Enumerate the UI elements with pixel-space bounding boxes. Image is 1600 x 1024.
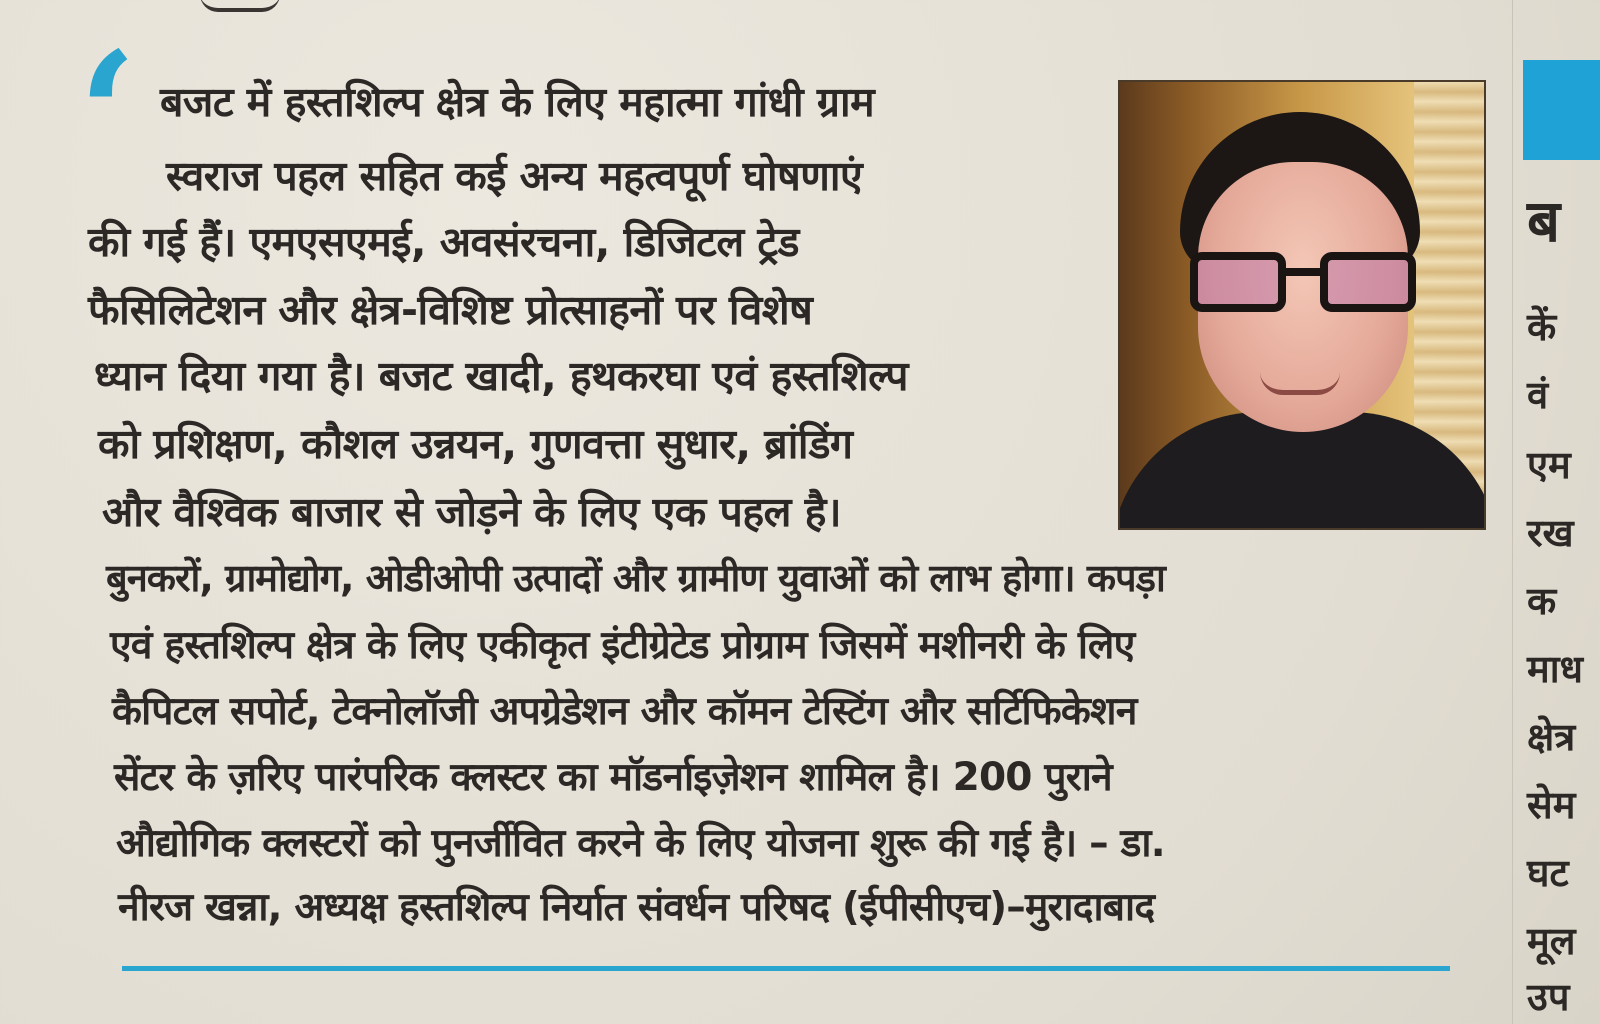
article-line: की गई हैं। एमएसएमई, अवसंरचना, डिजिटल ट्रेड: [88, 218, 799, 266]
adjacent-column-line: माध: [1527, 647, 1583, 691]
article-line: औद्योगिक क्लस्टरों को पुनर्जीवित करने के लिए योजना शुरू की गई है। – डा.: [116, 821, 1165, 866]
adjacent-column-line: उप: [1527, 975, 1570, 1019]
article-line: एवं हस्तशिल्प क्षेत्र के लिए एकीकृत इंटीग्रेटेड प्रोग्राम जिसमें मशीनरी के लिए: [110, 623, 1135, 668]
adjacent-column-line: सेम: [1527, 783, 1576, 827]
adjacent-column-line: क्षेत्र: [1527, 715, 1576, 759]
article-line: फैसिलिटेशन और क्षेत्र-विशिष्ट प्रोत्साहनों पर विशेष: [88, 286, 813, 334]
article-line: बुनकरों, ग्रामोद्योग, ओडीओपी उत्पादों और ग्रामीण युवाओं को लाभ होगा। कपड़ा: [106, 556, 1165, 600]
opening-quote-mark: ‘: [78, 15, 138, 215]
adjacent-column-line: मूल: [1527, 919, 1576, 963]
adjacent-column-blue-box: [1523, 60, 1600, 160]
article-line: सेंटर के ज़रिए पारंपरिक क्लस्टर का मॉडर्नाइज़ेशन शामिल है। 200 पुराने: [114, 755, 1112, 800]
photo-glasses-bridge: [1286, 268, 1320, 276]
adjacent-column-line: क: [1527, 579, 1557, 623]
adjacent-column-line: घट: [1527, 851, 1569, 895]
photo-mouth: [1260, 372, 1340, 395]
adjacent-column-line: वं: [1527, 373, 1549, 417]
adjacent-column-line: रख: [1527, 511, 1574, 555]
bottom-divider-rule: [122, 966, 1450, 971]
adjacent-column-line: कें: [1527, 305, 1557, 349]
article-line: और वैश्विक बाजार से जोड़ने के लिए एक पहल है।: [102, 488, 841, 536]
article-line: को प्रशिक्षण, कौशल उन्नयन, गुणवत्ता सुधार, ब्रांडिंग: [98, 420, 853, 468]
adjacent-column-heading: ब: [1527, 187, 1561, 255]
portrait-photo: [1118, 80, 1486, 530]
photo-left-lens: [1190, 252, 1286, 312]
article-line: ध्यान दिया गया है। बजट खादी, हथकरघा एवं हस्तशिल्प: [94, 352, 908, 400]
article-line: बजट में हस्तशिल्प क्षेत्र के लिए महात्मा गांधी ग्राम: [160, 78, 875, 126]
article-line: स्वराज पहल सहित कई अन्य महत्वपूर्ण घोषणाएं: [166, 152, 863, 200]
article-line: कैपिटल सपोर्ट, टेक्नोलॉजी अपग्रेडेशन और कॉमन टेस्टिंग और सर्टिफिकेशन: [112, 689, 1137, 734]
adjacent-column-line: एम: [1527, 443, 1571, 487]
photo-right-lens: [1320, 252, 1416, 312]
article-line: नीरज खन्ना, अध्यक्ष हस्तशिल्प निर्यात संवर्धन परिषद (ईपीसीएच)–मुरादाबाद: [118, 885, 1155, 930]
photo-glasses: [1190, 252, 1416, 314]
adjacent-column: [1512, 0, 1600, 1024]
